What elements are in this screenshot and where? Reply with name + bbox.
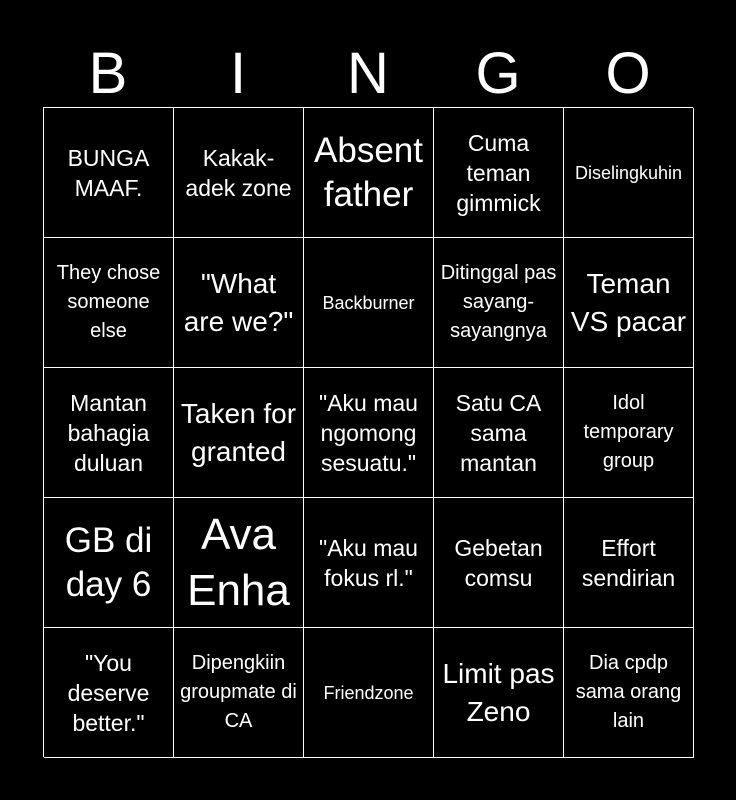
bingo-cell[interactable] xyxy=(434,108,564,238)
cell-text: Absent father xyxy=(314,130,423,214)
bingo-cell[interactable] xyxy=(174,498,304,628)
bingo-cell[interactable] xyxy=(434,628,564,758)
bingo-cell[interactable] xyxy=(174,108,304,238)
cell-text: BUNGA MAAF. xyxy=(67,144,150,201)
bingo-cell[interactable] xyxy=(44,498,174,628)
bingo-cell[interactable] xyxy=(434,498,564,628)
header-letter-n: N xyxy=(347,41,389,106)
cell-text: Idol temporary group xyxy=(583,392,674,472)
bingo-cell[interactable] xyxy=(304,108,434,238)
cell-text: Friendzone xyxy=(323,682,414,703)
cell-text: Dia cpdp sama orang lain xyxy=(575,652,682,732)
cell-text: Kakak-adek zone xyxy=(185,144,292,201)
bingo-cell[interactable] xyxy=(434,238,564,368)
bingo-cell[interactable] xyxy=(564,368,694,498)
bingo-cell[interactable] xyxy=(304,238,434,368)
cell-text: Ditinggal pas sayang-sayangnya xyxy=(440,262,557,342)
cell-text: Mantan bahagia duluan xyxy=(67,389,150,476)
cell-text: "Aku mau ngomong sesuatu." xyxy=(319,389,418,476)
bingo-cell[interactable] xyxy=(174,628,304,758)
bingo-cell[interactable] xyxy=(564,498,694,628)
bingo-cell[interactable] xyxy=(434,368,564,498)
cell-text: Satu CA sama mantan xyxy=(455,389,542,476)
cell-text: Dipengkiin groupmate di CA xyxy=(180,652,297,732)
bingo-cell[interactable] xyxy=(44,108,174,238)
cell-text: Backburner xyxy=(322,292,415,313)
bingo-cell[interactable] xyxy=(304,368,434,498)
bingo-cell[interactable] xyxy=(44,368,174,498)
cell-text: Gebetan comsu xyxy=(454,534,543,591)
header-letter-o: O xyxy=(605,41,651,106)
bingo-header xyxy=(43,40,693,108)
cell-text: "What are we?" xyxy=(183,267,294,337)
bingo-cell[interactable] xyxy=(44,238,174,368)
bingo-cell[interactable] xyxy=(304,628,434,758)
bingo-cell[interactable] xyxy=(564,238,694,368)
cell-text: Cuma teman gimmick xyxy=(456,129,541,216)
cell-text: Effort sendirian xyxy=(581,534,676,591)
cell-text: Limit pas Zeno xyxy=(442,657,555,727)
bingo-cell[interactable] xyxy=(564,108,694,238)
cell-text: Teman VS pacar xyxy=(570,267,687,337)
bingo-cell[interactable] xyxy=(44,628,174,758)
cell-text: "Aku mau fokus rl." xyxy=(319,534,418,591)
cell-text: Taken for granted xyxy=(180,397,297,467)
header-letter-g: G xyxy=(475,41,521,106)
header-letter-i: I xyxy=(229,41,247,106)
cell-text: Ava Enha xyxy=(187,509,290,615)
bingo-cell[interactable] xyxy=(304,498,434,628)
bingo-cell[interactable] xyxy=(174,238,304,368)
bingo-cell[interactable] xyxy=(174,368,304,498)
cell-text: Diselingkuhin xyxy=(574,162,683,183)
bingo-cell[interactable] xyxy=(564,628,694,758)
header-letter-b: B xyxy=(88,41,128,106)
cell-text: "You deserve better." xyxy=(67,649,150,736)
cell-text: They chose someone else xyxy=(56,262,161,342)
bingo-card-grid xyxy=(43,107,693,757)
cell-text: GB di day 6 xyxy=(64,520,153,604)
